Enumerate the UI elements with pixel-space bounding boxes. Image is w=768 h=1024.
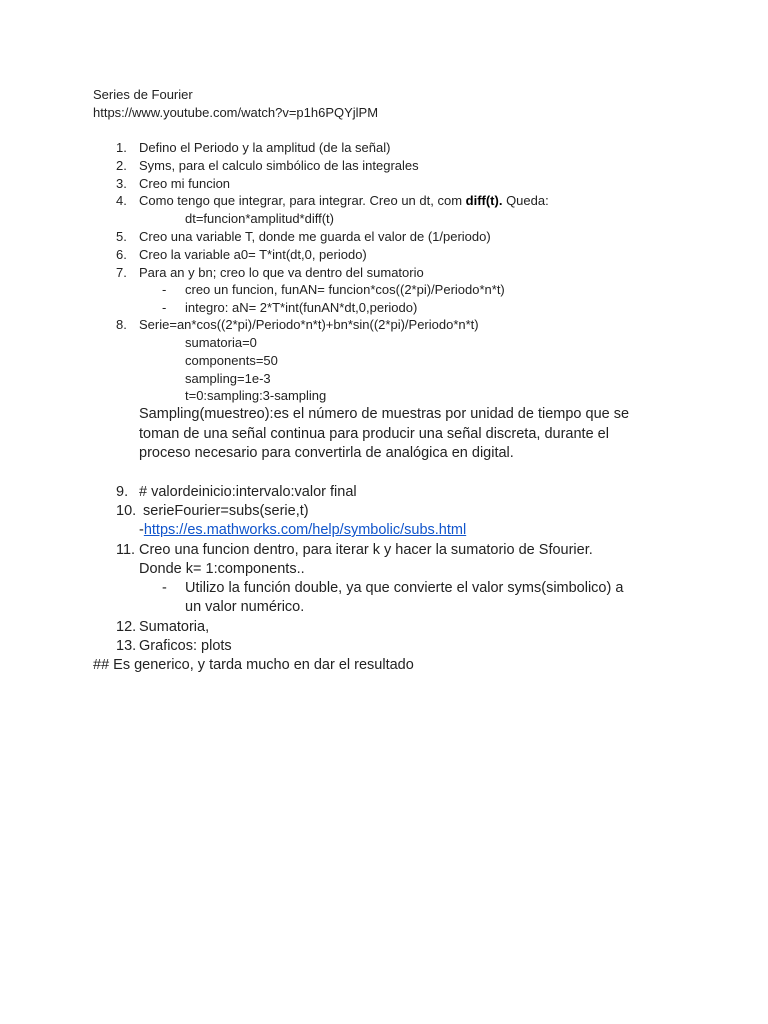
- list-item-4: [139, 192, 549, 210]
- list-item-3: Creo mi funcion: [139, 176, 231, 191]
- bullet-dash: -: [162, 300, 167, 315]
- source-url[interactable]: https://www.youtube.com/watch?v=p1h6PQYjlPM: [93, 105, 379, 120]
- list-item-11-sub-1: Utilizo la función double, ya que convierte el valor syms(simbolico) a: [185, 580, 624, 596]
- bullet-dash: -: [162, 580, 167, 596]
- list-number: 12.: [116, 619, 137, 635]
- list-item-6: Creo la variable a0= T*int(dt,0, periodo): [139, 247, 367, 262]
- code-line: sampling=1e-3: [185, 371, 271, 386]
- code-line: sumatoria=0: [185, 335, 257, 350]
- doc-title: Series de Fourier: [93, 87, 193, 102]
- sampling-paragraph-line: toman de una señal continua para producir una señal discreta, durante el: [139, 426, 609, 442]
- list-item-7: Para an y bn; creo lo que va dentro del sumatorio: [139, 265, 424, 280]
- list-item-4-text: Como tengo que integrar, para integrar. Creo un dt, com: [139, 193, 466, 208]
- list-item-7-sub-1: creo un funcion, funAN= funcion*cos((2*pi)/Periodo*n*t): [185, 282, 505, 297]
- list-number: 5.: [116, 229, 127, 244]
- list-item-10-link-line: [139, 520, 466, 540]
- list-item-4-code: diff(t).: [465, 193, 503, 208]
- code-line: components=50: [185, 353, 278, 368]
- list-item-2: Syms, para el calculo simbólico de las integrales: [139, 158, 419, 173]
- list-item-11-line-2: Donde k= 1:components..: [139, 561, 305, 577]
- sampling-paragraph-line: proceso necesario para convertirla de analógica en digital.: [139, 445, 514, 461]
- list-number: 1.: [116, 140, 127, 155]
- list-number: 7.: [116, 265, 127, 280]
- list-number: 8.: [116, 317, 127, 332]
- list-item-11-sub-1-line-2: un valor numérico.: [185, 599, 305, 615]
- list-item-11: Creo una funcion dentro, para iterar k y hacer la sumatorio de Sfourier.: [139, 542, 593, 558]
- sampling-paragraph-line: Sampling(muestreo):es el número de muestras por unidad de tiempo que se: [139, 406, 630, 422]
- list-number: 6.: [116, 247, 127, 262]
- list-item-12: Sumatoria,: [139, 619, 210, 635]
- list-number: 2.: [116, 158, 127, 173]
- footer-note: ## Es generico, y tarda mucho en dar el resultado: [93, 657, 414, 673]
- list-number: 9.: [116, 484, 129, 500]
- list-item-13: Graficos: plots: [139, 638, 232, 654]
- list-item-1: Defino el Periodo y la amplitud (de la señal): [139, 140, 391, 155]
- list-item-4-detail: dt=funcion*amplitud*diff(t): [185, 211, 334, 226]
- bullet-dash: -: [162, 282, 167, 297]
- list-number: 4.: [116, 193, 127, 208]
- list-item-4-suffix: Queda:: [502, 193, 549, 208]
- list-number: 13.: [116, 638, 137, 654]
- bullet-dash: -: [139, 522, 144, 538]
- code-line: t=0:sampling:3-sampling: [185, 388, 327, 403]
- list-item-5: Creo una variable T, donde me guarda el valor de (1/periodo): [139, 229, 491, 244]
- list-item-9: # valordeinicio:intervalo:valor final: [139, 484, 357, 500]
- list-item-7-sub-2: integro: aN= 2*T*int(funAN*dt,0,periodo): [185, 300, 418, 315]
- list-number: 10.: [116, 503, 137, 519]
- list-number: 11.: [116, 542, 136, 558]
- mathworks-link[interactable]: https://es.mathworks.com/help/symbolic/subs.html: [143, 522, 467, 538]
- list-number: 3.: [116, 176, 127, 191]
- list-item-10: serieFourier=subs(serie,t): [143, 503, 309, 519]
- list-item-8: Serie=an*cos((2*pi)/Periodo*n*t)+bn*sin((2*pi)/Periodo*n*t): [139, 317, 479, 332]
